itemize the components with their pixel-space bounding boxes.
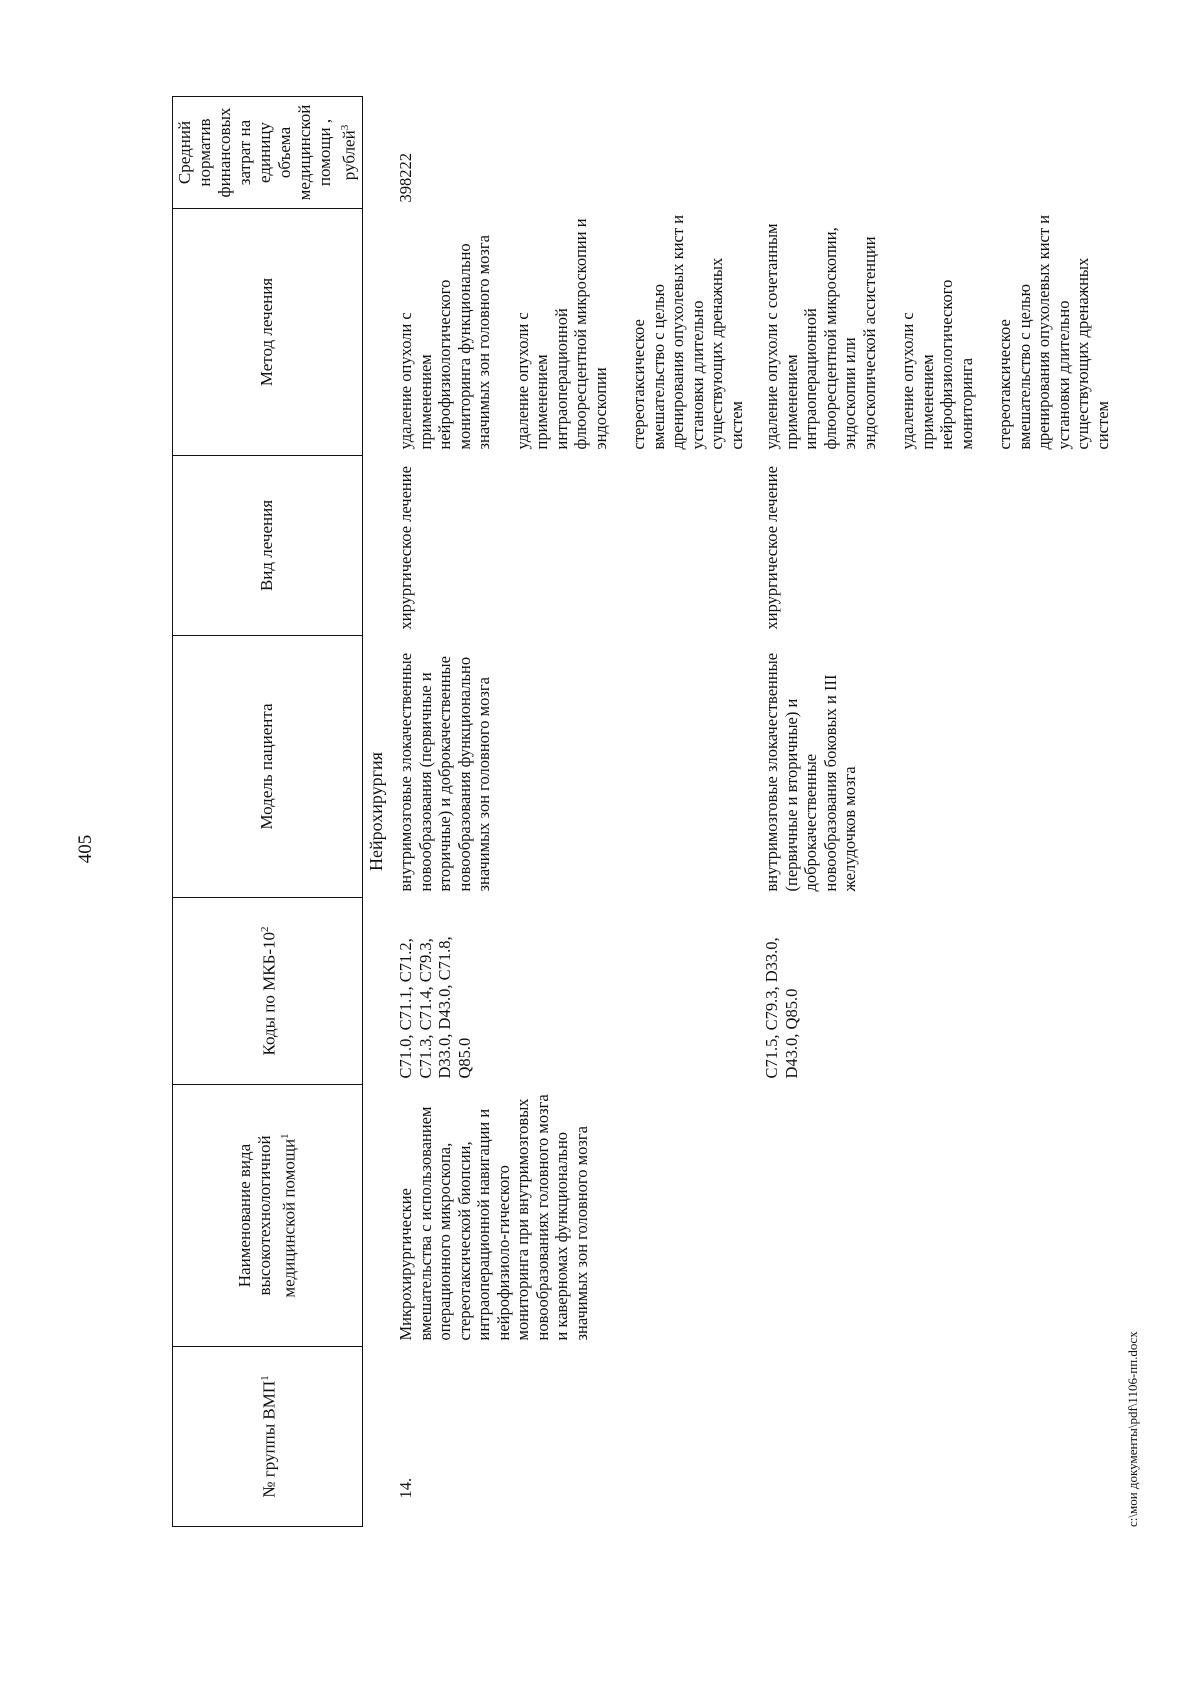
icd-codes: C71.5, C79.3, D33.0, D43.0, Q85.0 [762,937,801,1079]
treatment-method: удаление опухоли с сочетанным применением интраоперационной флюоресцентной микроскопии, эндоскопии или эндоскопической ассистенции [762,223,879,450]
page-number: 405 [75,834,96,864]
table-header-row [173,97,363,1527]
header-vmp-name: Наименование вида высокотехнологичной медицинской помощи$^1$ [173,1085,363,1347]
icd-codes: C71.0, C71.1, C71.2, C71.3, C71.4, C79.3, D33.0, D43.0, C71.8, Q85.0 [396,936,474,1079]
treatment-type: хирургическое лечение [396,466,416,630]
header-patient-model: Модель пациента [173,636,363,898]
vmp-table [172,96,1114,1527]
treatment-method: удаление опухоли с применением интраоперационной флюоресцентной микроскопии и эндоскопии [512,218,610,450]
vmp-name [760,1085,1114,1347]
patient-model: внутримозговые злокачественные (первичные и вторичные) и доброкачественные новообразования боковых и III желудочков мозга [762,652,860,892]
treatment-methods [760,209,1114,456]
section-row [362,97,392,1527]
table-row [392,97,760,1527]
vmp-name: Микрохирургические вмешательства с использованием операционного микроскопа, стереотаксической биопсии, интраоперационной навигации и нейрофизиоло-гического мониторинга при внутримозговых новообразованиях головного мозга и каверномах функционально значимых зон головного мозга [396,1094,591,1341]
header-treatment-method: Метод лечения [173,209,363,456]
treatment-type: хирургическое лечение [762,466,782,630]
file-path-footer: c:\мои документы\pdf\1106-пп.docx [1125,1331,1140,1527]
header-group-number: № группы ВМП$^1$ [173,1347,363,1527]
treatment-method: удаление опухоли с применением нейрофизиологического мониторинга функционально значимых зон головного мозга [396,235,494,450]
average-cost: 398222 [396,153,416,203]
header-treatment-type: Вид лечения [173,456,363,636]
patient-model: внутримозговые злокачественные новообразования (первичные и вторичные) и доброкачественные новообразования функционально значимых зон головного мозга [396,652,494,892]
table-row [760,97,1114,1527]
section-title: Нейрохирургия [365,752,386,871]
treatment-methods [392,209,760,456]
average-cost [760,97,1114,209]
group-number: 14. [396,1477,416,1499]
treatment-method: удаление опухоли с применением нейрофизиологического мониторинга [898,279,976,450]
header-icd-codes: Коды по МКБ-$10^2$ [173,898,363,1085]
treatment-method: стереотаксическое вмешательство с целью дренирования опухолевых кист и установки длительно существующих дренажных систем [629,214,746,450]
treatment-method: стереотаксическое вмешательство с целью дренирования опухолевых кист и установки длительно существующих дренажных систем [995,214,1112,450]
header-average-cost: Средний норматив финансовых затрат на единицу объема медицинской помощи , рублей$^3$ [173,97,363,209]
group-number [760,1347,1114,1527]
